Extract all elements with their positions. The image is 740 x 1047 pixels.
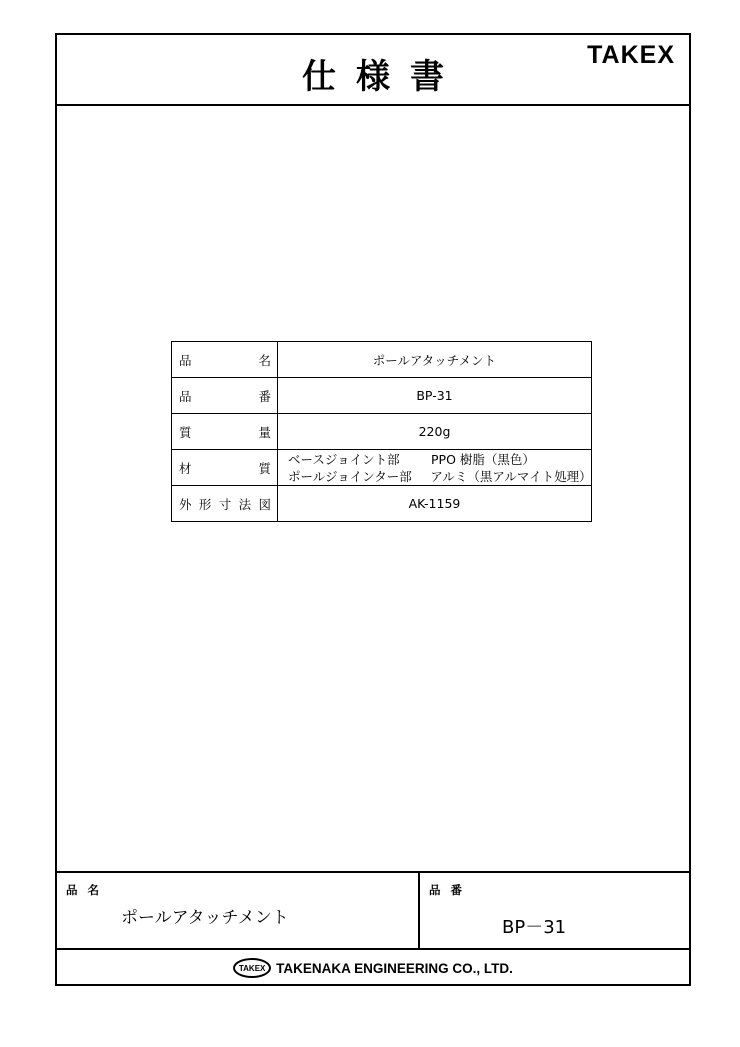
table-row bbox=[172, 342, 592, 378]
row-label: 質 量 bbox=[172, 414, 278, 450]
company-name: TAKENAKA ENGINEERING CO., LTD. bbox=[276, 960, 513, 976]
row-label: 外 形 寸 法 図 bbox=[172, 486, 278, 522]
footer-name-label: 品名 bbox=[66, 883, 109, 897]
drawing-number-value: AK-1159 bbox=[278, 486, 592, 522]
spec-table bbox=[171, 341, 592, 522]
document-frame bbox=[55, 33, 691, 986]
company-logo: TAKEX bbox=[233, 958, 271, 978]
footer-divider bbox=[418, 873, 420, 948]
brand-logo: TAKEX bbox=[587, 41, 675, 69]
product-name-value: ポールアタッチメント bbox=[278, 342, 592, 378]
document-title: 仕様書 bbox=[302, 57, 464, 97]
company-footer bbox=[57, 950, 689, 986]
footer-name-value: ポールアタッチメント bbox=[121, 908, 289, 928]
table-row bbox=[172, 414, 592, 450]
material-value bbox=[278, 450, 592, 486]
footer bbox=[57, 871, 689, 950]
footer-number-label: 品番 bbox=[429, 883, 472, 897]
table-row bbox=[172, 450, 592, 486]
weight-value: 220g bbox=[278, 414, 592, 450]
material-line: ベースジョイント部 PPO 樹脂（黒色） bbox=[288, 451, 535, 467]
footer-number-value: BP－31 bbox=[502, 917, 567, 938]
row-label: 品 番 bbox=[172, 378, 278, 414]
row-label: 材 質 bbox=[172, 450, 278, 486]
row-label: 品 名 bbox=[172, 342, 278, 378]
table-row bbox=[172, 486, 592, 522]
header bbox=[57, 35, 689, 106]
table-row bbox=[172, 378, 592, 414]
material-line: ポールジョインター部 アルミ（黒アルマイト処理） bbox=[288, 468, 592, 484]
product-number-value: BP-31 bbox=[278, 378, 592, 414]
